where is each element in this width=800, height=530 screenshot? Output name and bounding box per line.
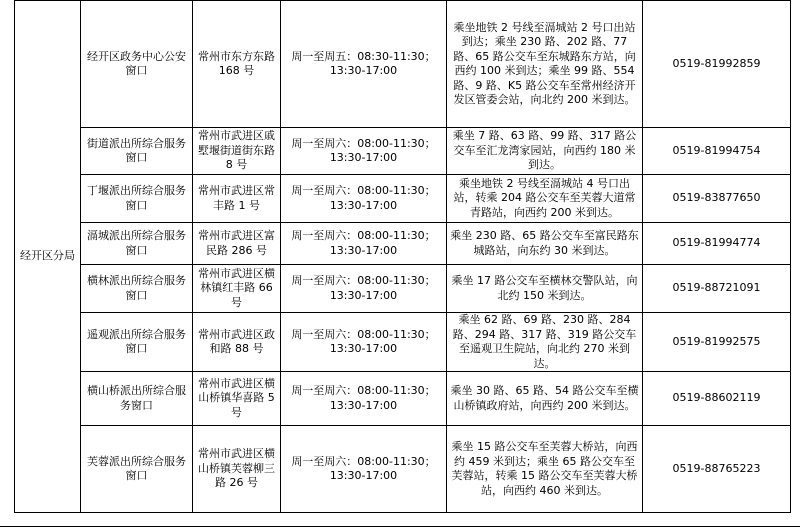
office-address: 常州市武进区常丰路 1 号 [193, 175, 281, 223]
office-hours [281, 1, 447, 128]
office-phone: 0519-88602119 [643, 372, 791, 426]
office-phone: 0519-81994754 [643, 128, 791, 175]
table-row [15, 313, 791, 372]
transit-route: 乘坐 230 路、65 路公交车至富民路东城路站，向东约 30 米到达。 [447, 223, 643, 265]
office-phone: 0519-81992575 [643, 313, 791, 372]
office-phone: 0519-88765223 [643, 426, 791, 513]
hours-line-1: 周一至周五：08:30-11:30； [291, 49, 436, 63]
office-phone: 0519-88721091 [643, 265, 791, 313]
hours-line-2: 13:30-17:00 [329, 151, 398, 164]
transit-route: 乘坐 30 路、65 路、54 路公交车至横山桥镇政府站，向西约 200 米到达。 [447, 372, 643, 426]
table-row [15, 175, 791, 223]
office-address: 常州市武进区横山桥镇华喜路 5 号 [193, 372, 281, 426]
office-name: 横林派出所综合服务窗口 [81, 265, 193, 313]
transit-route: 乘坐地铁 2 号线至滆城站 2 号口出站到达；乘坐 230 路、202 路、77 路、65 路公交车至东城路东方站，向西约 100 米到达；乘坐 99 路、554 路、9 路、K5 路公交车至常州经济开发区管委会站，向北约 200 米到达。 [447, 1, 643, 128]
table-row [15, 1, 791, 128]
office-phone: 0519-81992859 [643, 1, 791, 128]
office-name: 横山桥派出所综合服务窗口 [81, 372, 193, 426]
office-name: 丁堰派出所综合服务窗口 [81, 175, 193, 223]
transit-route: 乘坐 15 路公交车至芙蓉大桥站，向西约 459 米到达；乘坐 65 路公交车至芙蓉站，转乘 15 路公交车至芙蓉大桥站，向西约 460 米到达。 [447, 426, 643, 513]
hours-line-2: 13:30-17:00 [329, 64, 398, 77]
table-row [15, 426, 791, 513]
transit-route: 乘坐 17 路公交车至横林交警队站，向北约 150 米到达。 [447, 265, 643, 313]
office-name: 街道派出所综合服务窗口 [81, 128, 193, 175]
transit-route: 乘坐地铁 2 号线至滆城站 4 号口出站，转乘 204 路公交车至芙蓉大道常青路站，向西约 200 米到达。 [447, 175, 643, 223]
office-name: 遥观派出所综合服务窗口 [81, 313, 193, 372]
office-address: 常州市武进区政和路 88 号 [193, 313, 281, 372]
hours-line-1: 周一至周六：08:00-11:30； [291, 384, 436, 397]
transit-route: 乘坐 7 路、63 路、99 路、317 路公交车至汇龙湾家园站，向西约 180 米到达。 [447, 128, 643, 175]
hours-line-2: 13:30-17:00 [329, 469, 398, 482]
office-address: 常州市武进区富民路 286 号 [193, 223, 281, 265]
police-service-window-table [14, 0, 791, 513]
hours-line-2: 13:30-17:00 [329, 243, 398, 257]
office-name: 芙蓉派出所综合服务窗口 [81, 426, 193, 513]
office-phone: 0519-83877650 [643, 175, 791, 223]
office-hours [281, 372, 447, 426]
page-bottom-rule [0, 526, 800, 527]
hours-line-1: 周一至周六：08:00-11:30； [291, 327, 436, 341]
hours-line-1: 周一至周六：08:00-11:30； [291, 454, 436, 468]
office-hours [281, 128, 447, 175]
table-row [15, 223, 791, 265]
office-address: 常州市武进区戚墅堰街道街东路 8 号 [193, 128, 281, 175]
hours-line-2: 13:30-17:00 [329, 198, 398, 212]
office-address: 常州市武进区横山桥镇芙蓉柳三路 26 号 [193, 426, 281, 513]
office-address: 常州市武进区横林镇红丰路 66 号 [193, 265, 281, 313]
office-hours [281, 223, 447, 265]
office-hours [281, 175, 447, 223]
office-hours [281, 313, 447, 372]
transit-route: 乘坐 62 路、69 路、230 路、284 路、294 路、317 路、319 路公交车至遥观卫生院站，向北约 270 米到达。 [447, 313, 643, 372]
district-cell: 经开区分局 [15, 1, 81, 513]
hours-line-2: 13:30-17:00 [329, 398, 398, 412]
office-address: 常州市东方东路 168 号 [193, 1, 281, 128]
table-row [15, 372, 791, 426]
office-name: 滆城派出所综合服务窗口 [81, 223, 193, 265]
table-row [15, 265, 791, 313]
office-name: 经开区政务中心公安窗口 [81, 1, 193, 128]
table-row [15, 128, 791, 175]
hours-line-1: 周一至周六：08:00-11:30； [291, 136, 436, 150]
hours-line-1: 周一至周六：08:00-11:30； [291, 274, 436, 287]
office-hours [281, 426, 447, 513]
hours-line-2: 13:30-17:00 [329, 342, 398, 355]
hours-line-2: 13:30-17:00 [329, 288, 398, 302]
office-hours [281, 265, 447, 313]
office-phone: 0519-81994774 [643, 223, 791, 265]
hours-line-1: 周一至周六：08:00-11:30； [291, 184, 436, 197]
hours-line-1: 周一至周六：08:00-11:30； [291, 229, 436, 242]
